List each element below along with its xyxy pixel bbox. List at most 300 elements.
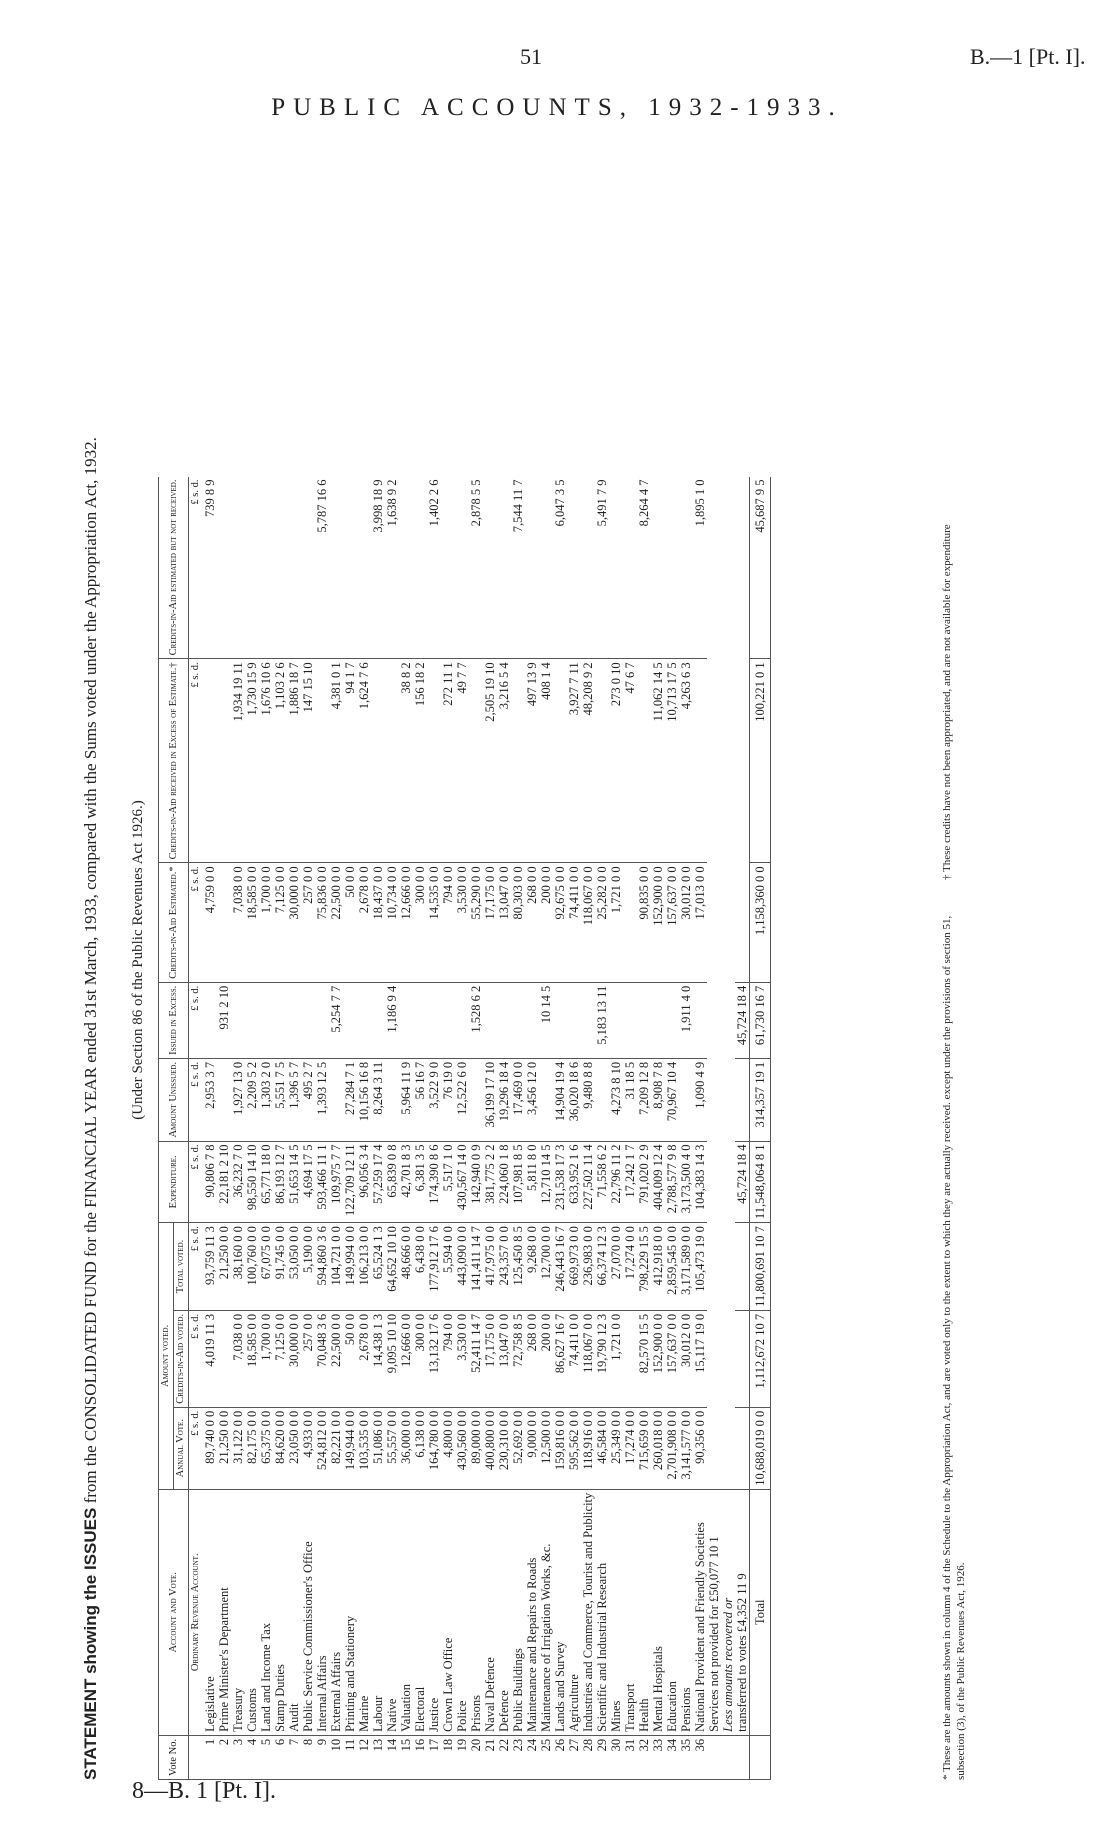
cell-cr-not — [231, 477, 245, 659]
unit-annual: £ s. d. — [189, 1407, 204, 1489]
cell-no: 29 — [595, 1735, 609, 1779]
cell-exp: 17,242 1 7 — [623, 1141, 637, 1223]
cell-annual: 21,250 0 0 — [217, 1407, 231, 1489]
cell-cr-not — [497, 477, 511, 659]
cell-total: 21,250 0 0 — [217, 1223, 231, 1311]
less-row — [721, 477, 735, 1780]
cell-cr-rec — [315, 659, 329, 863]
total-row — [750, 477, 771, 1780]
table-row — [441, 477, 455, 1780]
cell-excess — [497, 982, 511, 1058]
cell-total: 48,666 0 0 — [399, 1223, 413, 1311]
cell-unissued: 2,209 5 2 — [245, 1058, 259, 1141]
cell-total: 64,652 10 10 — [385, 1223, 399, 1311]
table-row — [567, 477, 581, 1780]
total-total: 11,800,691 10 7 — [750, 1223, 771, 1311]
table-row — [511, 477, 525, 1780]
cell-total: 9,268 0 0 — [525, 1223, 539, 1311]
cell-no: 2 — [217, 1735, 231, 1779]
cell-cr-est: 18,437 0 0 — [371, 863, 385, 982]
cell-cr-est: 22,500 0 0 — [329, 863, 343, 982]
cell-cr-not: 6,047 3 5 — [553, 477, 567, 659]
cell-cr-rec: 156 18 2 — [413, 659, 427, 863]
cell-no: 26 — [553, 1735, 567, 1779]
footer-reference: 8—B. 1 [Pt. I]. — [132, 1778, 276, 1804]
table-row — [693, 477, 707, 1780]
table-row — [371, 477, 385, 1780]
cell-annual: 31,122 0 0 — [231, 1407, 245, 1489]
table-row — [679, 477, 693, 1780]
cell-excess — [665, 982, 679, 1058]
cell-cr-voted — [217, 1310, 231, 1407]
cell-cr-est: 74,411 0 0 — [567, 863, 581, 982]
col-annual-vote: Annual Vote. — [174, 1407, 189, 1489]
table-row — [259, 477, 273, 1780]
cell-no: 12 — [357, 1735, 371, 1779]
cell-cr-not: 2,878 5 5 — [469, 477, 483, 659]
unprovided-row — [707, 477, 721, 1780]
statement-title — [80, 140, 102, 1780]
cell-exp: 5,517 1 0 — [441, 1141, 455, 1223]
cell-name: Native — [385, 1489, 399, 1735]
cell-cr-est: 1,700 0 0 — [259, 863, 273, 982]
cell-cr-voted: 7,125 0 0 — [273, 1310, 287, 1407]
cell-no: 7 — [287, 1735, 301, 1779]
total-no — [750, 1735, 771, 1779]
cell-excess — [693, 982, 707, 1058]
cell-cr-voted: 82,570 15 5 — [637, 1310, 651, 1407]
cell-cr-est: 7,125 0 0 — [273, 863, 287, 982]
cell-no: 20 — [469, 1735, 483, 1779]
cell-cr-rec: 94 1 7 — [343, 659, 357, 863]
cell-cr-est: 257 0 0 — [301, 863, 315, 982]
cell-cr-voted: 152,900 0 0 — [651, 1310, 665, 1407]
cell-annual: 524,812 0 0 — [315, 1407, 329, 1489]
cell-cr-est: 75,836 0 0 — [315, 863, 329, 982]
cell-unissued: 1,927 13 0 — [231, 1058, 245, 1141]
cell-cr-voted: 1,721 0 0 — [609, 1310, 623, 1407]
cell-excess — [287, 982, 301, 1058]
cell-no: 8 — [301, 1735, 315, 1779]
cell-cr-est: 152,900 0 0 — [651, 863, 665, 982]
total-cr-est: 1,158,360 0 0 — [750, 863, 771, 982]
total-label: Total — [750, 1489, 771, 1735]
cell-annual: 65,375 0 0 — [259, 1407, 273, 1489]
cell-name: Agriculture — [567, 1489, 581, 1735]
cell-cr-voted: 300 0 0 — [413, 1310, 427, 1407]
cell-excess: 931 2 10 — [217, 982, 231, 1058]
cell-cr-not — [329, 477, 343, 659]
cell-exp: 2,788,577 9 8 — [665, 1141, 679, 1223]
unit-total: £ s. d. — [189, 1223, 204, 1311]
table-row — [315, 477, 329, 1780]
cell-cr-rec: 1,624 7 6 — [357, 659, 371, 863]
cell-unissued: 76 19 0 — [441, 1058, 455, 1141]
table-row — [329, 477, 343, 1780]
cell-cr-not — [651, 477, 665, 659]
cell-exp: 71,558 6 2 — [595, 1141, 609, 1223]
cell-excess — [301, 982, 315, 1058]
cell-cr-not — [567, 477, 581, 659]
cell-total: 149,994 0 0 — [343, 1223, 357, 1311]
rotated-statement — [80, 140, 1020, 1780]
statement-lead: STATEMENT showing the ISSUES — [81, 1507, 100, 1780]
cell-cr-not: 8,264 4 7 — [637, 477, 651, 659]
cell-annual: 103,535 0 0 — [357, 1407, 371, 1489]
cell-cr-voted: 30,000 0 0 — [287, 1310, 301, 1407]
cell-cr-est: 10,734 0 0 — [385, 863, 399, 982]
less-amount: £4,352 11 9 — [735, 1573, 749, 1633]
cell-cr-rec: 38 8 2 — [399, 659, 413, 863]
table-row — [609, 477, 623, 1780]
cell-no: 34 — [665, 1735, 679, 1779]
unprovided-excess: 45,724 18 4 — [735, 982, 750, 1058]
cell-cr-not: 5,787 16 6 — [315, 477, 329, 659]
total-cr-rec: 100,221 0 1 — [750, 659, 771, 863]
cell-cr-est: 18,585 0 0 — [245, 863, 259, 982]
less-no — [721, 1735, 735, 1779]
table-row — [595, 477, 609, 1780]
table-row — [245, 477, 259, 1780]
cell-unissued: 12,522 6 0 — [455, 1058, 469, 1141]
cell-cr-est: 12,666 0 0 — [399, 863, 413, 982]
cell-unissued: 5,964 11 9 — [399, 1058, 413, 1141]
table-row — [497, 477, 511, 1780]
cell-unissued: 3,522 9 0 — [427, 1058, 441, 1141]
cell-no: 13 — [371, 1735, 385, 1779]
cell-cr-est: 7,038 0 0 — [231, 863, 245, 982]
cell-cr-rec: 147 15 10 — [301, 659, 315, 863]
cell-excess — [357, 982, 371, 1058]
cell-cr-rec — [469, 659, 483, 863]
cell-exp: 42,701 8 3 — [399, 1141, 413, 1223]
cell-annual: 12,500 0 0 — [539, 1407, 553, 1489]
cell-total: 141,411 14 7 — [469, 1223, 483, 1311]
cell-annual: 89,740 0 0 — [203, 1407, 217, 1489]
cell-name: Justice — [427, 1489, 441, 1735]
cell-annual: 23,050 0 0 — [287, 1407, 301, 1489]
cell-cr-est: 157,637 0 0 — [665, 863, 679, 982]
cell-unissued: 36,199 17 10 — [483, 1058, 497, 1141]
cell-cr-est: 118,067 0 0 — [581, 863, 595, 982]
cell-unissued: 7,209 12 8 — [637, 1058, 651, 1141]
less-unissued — [735, 1058, 750, 1141]
cell-annual: 715,659 0 0 — [637, 1407, 651, 1489]
cell-cr-est: 17,175 0 0 — [483, 863, 497, 982]
cell-name: Printing and Stationery — [343, 1489, 357, 1735]
cell-cr-not: 3,998 18 9 — [371, 477, 385, 659]
cell-cr-rec: 273 0 10 — [609, 659, 623, 863]
unit-unissued: £ s. d. — [189, 1058, 204, 1141]
cell-name: Customs — [245, 1489, 259, 1735]
cell-name: Prisons — [469, 1489, 483, 1735]
cell-name: Electoral — [413, 1489, 427, 1735]
cell-cr-est: 300 0 0 — [413, 863, 427, 982]
cell-exp: 593,466 11 1 — [315, 1141, 329, 1223]
less2-no — [735, 1735, 750, 1779]
cell-cr-est: 268 0 0 — [525, 863, 539, 982]
cell-cr-not — [455, 477, 469, 659]
cell-excess: 1,528 6 2 — [469, 982, 483, 1058]
cell-cr-rec — [371, 659, 385, 863]
cell-no: 33 — [651, 1735, 665, 1779]
cell-cr-est — [217, 863, 231, 982]
cell-cr-voted: 19,790 12 3 — [595, 1310, 609, 1407]
cell-exp: 3,173,500 4 0 — [679, 1141, 693, 1223]
statement-text: from the CONSOLIDATED FUND for the FINANCIAL YEAR ended 31st March, 1933, compared with the Sums voted under the Appropriation Act, 1932. — [81, 437, 100, 1504]
cell-unissued: 19,296 18 4 — [497, 1058, 511, 1141]
cell-cr-not — [525, 477, 539, 659]
unprovided-label: Services not provided for — [707, 1605, 721, 1732]
cell-unissued: 1,303 2 0 — [259, 1058, 273, 1141]
cell-cr-not — [343, 477, 357, 659]
cell-no: 6 — [273, 1735, 287, 1779]
cell-annual: 159,816 0 0 — [553, 1407, 567, 1489]
cell-cr-voted: 118,067 0 0 — [581, 1310, 595, 1407]
cell-excess — [413, 982, 427, 1058]
cell-exp: 381,775 2 2 — [483, 1141, 497, 1223]
cell-name: Labour — [371, 1489, 385, 1735]
cell-total: 5,190 0 0 — [301, 1223, 315, 1311]
cell-exp: 791,020 2 9 — [637, 1141, 651, 1223]
cell-total: 798,229 15 5 — [637, 1223, 651, 1311]
total-unissued: 314,357 19 1 — [750, 1058, 771, 1141]
table-row — [539, 477, 553, 1780]
total-cr-voted: 1,112,672 10 7 — [750, 1310, 771, 1407]
cell-unissued: 1,393 12 5 — [315, 1058, 329, 1141]
cell-annual: 89,000 0 0 — [469, 1407, 483, 1489]
cell-cr-rec — [203, 659, 217, 863]
cell-annual: 36,000 0 0 — [399, 1407, 413, 1489]
unprovided-no — [707, 1735, 721, 1779]
cell-cr-rec: 4,263 6 3 — [679, 659, 693, 863]
cell-name: Mines — [609, 1489, 623, 1735]
cell-total: 27,070 0 0 — [609, 1223, 623, 1311]
cell-name: Marine — [357, 1489, 371, 1735]
cell-cr-not — [259, 477, 273, 659]
cell-total: 125,450 8 5 — [511, 1223, 525, 1311]
cell-cr-rec — [511, 659, 525, 863]
cell-cr-voted: 13,132 17 6 — [427, 1310, 441, 1407]
cell-cr-not — [665, 477, 679, 659]
cell-unissued: 3,456 12 0 — [525, 1058, 539, 1141]
cell-name: Crown Law Office — [441, 1489, 455, 1735]
cell-excess — [483, 982, 497, 1058]
cell-exp: 86,193 12 7 — [273, 1141, 287, 1223]
table-row — [343, 477, 357, 1780]
col-total-voted: Total voted. — [174, 1223, 189, 1311]
cell-name: Lands and Survey — [553, 1489, 567, 1735]
cell-exp: 174,390 8 6 — [427, 1141, 441, 1223]
unit-cr-rec: £ s. d. — [189, 659, 204, 863]
table-row — [665, 477, 679, 1780]
table-row — [217, 477, 231, 1780]
cell-cr-not — [623, 477, 637, 659]
cell-name: Defence — [497, 1489, 511, 1735]
cell-excess — [427, 982, 441, 1058]
cell-total: 3,171,589 0 0 — [679, 1223, 693, 1311]
cell-no: 30 — [609, 1735, 623, 1779]
cell-cr-not — [609, 477, 623, 659]
cell-exp: 633,952 1 6 — [567, 1141, 581, 1223]
table-row — [469, 477, 483, 1780]
cell-annual: 149,944 0 0 — [343, 1407, 357, 1489]
cell-exp: 4,694 17 5 — [301, 1141, 315, 1223]
cell-unissued: 1,090 4 9 — [693, 1058, 707, 1141]
cell-cr-not — [413, 477, 427, 659]
cell-cr-voted: 1,700 0 0 — [259, 1310, 273, 1407]
total-exp: 11,548,064 8 1 — [750, 1141, 771, 1223]
cell-excess — [231, 982, 245, 1058]
cell-exp: 98,550 14 10 — [245, 1141, 259, 1223]
cell-name: Health — [637, 1489, 651, 1735]
cell-annual: 25,349 0 0 — [609, 1407, 623, 1489]
cell-total: 66,374 12 3 — [595, 1223, 609, 1311]
page-title: PUBLIC ACCOUNTS, 1932-1933. — [271, 94, 843, 121]
cell-cr-est: 200 0 0 — [539, 863, 553, 982]
cell-cr-rec — [553, 659, 567, 863]
cell-cr-not — [357, 477, 371, 659]
cell-total: 105,473 19 0 — [693, 1223, 707, 1311]
cell-cr-est: 90,835 0 0 — [637, 863, 651, 982]
cell-cr-not: 1,402 2 6 — [427, 477, 441, 659]
cell-name: Treasury — [231, 1489, 245, 1735]
cell-total: 38,160 0 0 — [231, 1223, 245, 1311]
cell-name: Stamp Duties — [273, 1489, 287, 1735]
cell-cr-rec: 1,676 10 6 — [259, 659, 273, 863]
cell-cr-voted: 794 0 0 — [441, 1310, 455, 1407]
cell-cr-est: 80,303 0 0 — [511, 863, 525, 982]
cell-cr-est: 4,759 0 0 — [203, 863, 217, 982]
cell-total: 12,700 0 0 — [539, 1223, 553, 1311]
cell-cr-voted: 13,047 0 0 — [497, 1310, 511, 1407]
cell-total: 243,357 0 0 — [497, 1223, 511, 1311]
cell-unissued: 2,953 3 7 — [203, 1058, 217, 1141]
cell-unissued — [539, 1058, 553, 1141]
cell-exp: 12,710 14 5 — [539, 1141, 553, 1223]
cell-exp: 65,771 18 0 — [259, 1141, 273, 1223]
cell-cr-not — [273, 477, 287, 659]
cell-unissued: 10,156 16 8 — [357, 1058, 371, 1141]
table-row — [301, 477, 315, 1780]
cell-total: 6,438 0 0 — [413, 1223, 427, 1311]
cell-unissued: 8,908 7 8 — [651, 1058, 665, 1141]
cell-exp: 96,056 3 4 — [357, 1141, 371, 1223]
cell-cr-not — [399, 477, 413, 659]
cell-cr-not: 1,638 9 2 — [385, 477, 399, 659]
cell-cr-rec: 4,381 0 1 — [329, 659, 343, 863]
cell-cr-voted: 52,411 14 7 — [469, 1310, 483, 1407]
cell-cr-not — [217, 477, 231, 659]
cell-cr-voted: 9,095 10 10 — [385, 1310, 399, 1407]
less-total — [735, 1223, 750, 1311]
cell-exp: 36,232 7 0 — [231, 1141, 245, 1223]
cell-annual: 46,584 0 0 — [595, 1407, 609, 1489]
cell-cr-est: 13,047 0 0 — [497, 863, 511, 982]
cell-total: 100,760 0 0 — [245, 1223, 259, 1311]
unit-row — [189, 477, 204, 1780]
cell-cr-voted: 30,012 0 0 — [679, 1310, 693, 1407]
cell-exp: 57,259 17 4 — [371, 1141, 385, 1223]
cell-cr-voted: 14,438 1 3 — [371, 1310, 385, 1407]
less-label: Less amounts recovered or — [721, 1597, 735, 1732]
table-row — [553, 477, 567, 1780]
cell-total: 594,860 3 6 — [315, 1223, 329, 1311]
unit-cr-est: £ s. d. — [189, 863, 204, 982]
cell-excess — [511, 982, 525, 1058]
cell-total: 67,075 0 0 — [259, 1223, 273, 1311]
unit-excess: £ s. d. — [189, 982, 204, 1058]
cell-cr-voted: 15,117 19 0 — [693, 1310, 707, 1407]
cell-cr-est — [623, 863, 637, 982]
table-row — [637, 477, 651, 1780]
cell-excess: 10 14 5 — [539, 982, 553, 1058]
table-body — [189, 477, 708, 1780]
cell-cr-not — [679, 477, 693, 659]
cell-no: 4 — [245, 1735, 259, 1779]
cell-exp: 404,009 12 4 — [651, 1141, 665, 1223]
issues-table — [158, 477, 771, 1780]
cell-cr-rec: 11,062 14 5 — [651, 659, 665, 863]
cell-no: 22 — [497, 1735, 511, 1779]
cell-name: Naval Defence — [483, 1489, 497, 1735]
cell-no: 9 — [315, 1735, 329, 1779]
cell-cr-voted: 4,019 11 3 — [203, 1310, 217, 1407]
footnotes — [940, 140, 968, 1780]
cell-exp: 109,975 7 7 — [329, 1141, 343, 1223]
cell-name: Valuation — [399, 1489, 413, 1735]
cell-cr-voted: 12,666 0 0 — [399, 1310, 413, 1407]
cell-no: 11 — [343, 1735, 357, 1779]
cell-annual: 164,780 0 0 — [427, 1407, 441, 1489]
cell-name: Audit — [287, 1489, 301, 1735]
cell-no: 23 — [511, 1735, 525, 1779]
cell-unissued: 1,396 5 7 — [287, 1058, 301, 1141]
table-row — [273, 477, 287, 1780]
cell-cr-rec — [595, 659, 609, 863]
cell-cr-voted: 268 0 0 — [525, 1310, 539, 1407]
cell-name: Industries and Commerce, Tourist and Publicity — [581, 1489, 595, 1735]
cell-cr-voted: 2,678 0 0 — [357, 1310, 371, 1407]
col-excess: Issued in Excess. — [159, 982, 189, 1058]
col-credits-estimated: Credits-in-Aid Estimated.* — [159, 863, 189, 982]
cell-excess — [553, 982, 567, 1058]
unprovided-body — [707, 477, 750, 1780]
cell-cr-not: 7,544 11 7 — [511, 477, 525, 659]
cell-name: Transport — [623, 1489, 637, 1735]
cell-total: 669,973 0 0 — [567, 1223, 581, 1311]
cell-no: 3 — [231, 1735, 245, 1779]
cell-cr-est: 794 0 0 — [441, 863, 455, 982]
unprovided-exp: 45,724 18 4 — [735, 1141, 750, 1223]
cell-cr-est: 55,290 0 0 — [469, 863, 483, 982]
cell-name: National Provident and Friendly Societies — [693, 1489, 707, 1735]
cell-total: 106,213 0 0 — [357, 1223, 371, 1311]
table-row — [651, 477, 665, 1780]
cell-exp: 224,060 1 8 — [497, 1141, 511, 1223]
unit-exp: £ s. d. — [189, 1141, 204, 1223]
table-row — [203, 477, 217, 1780]
cell-no: 35 — [679, 1735, 693, 1779]
cell-cr-est: 30,000 0 0 — [287, 863, 301, 982]
cell-total: 412,918 0 0 — [651, 1223, 665, 1311]
cell-annual: 90,356 0 0 — [693, 1407, 707, 1489]
col-credits-not-received: Credits-in-Aid estimated but not received. — [159, 477, 189, 659]
cell-annual: 55,557 0 0 — [385, 1407, 399, 1489]
cell-name: Internal Affairs — [315, 1489, 329, 1735]
cell-unissued: 14,904 19 4 — [553, 1058, 567, 1141]
cell-cr-voted: 200 0 0 — [539, 1310, 553, 1407]
